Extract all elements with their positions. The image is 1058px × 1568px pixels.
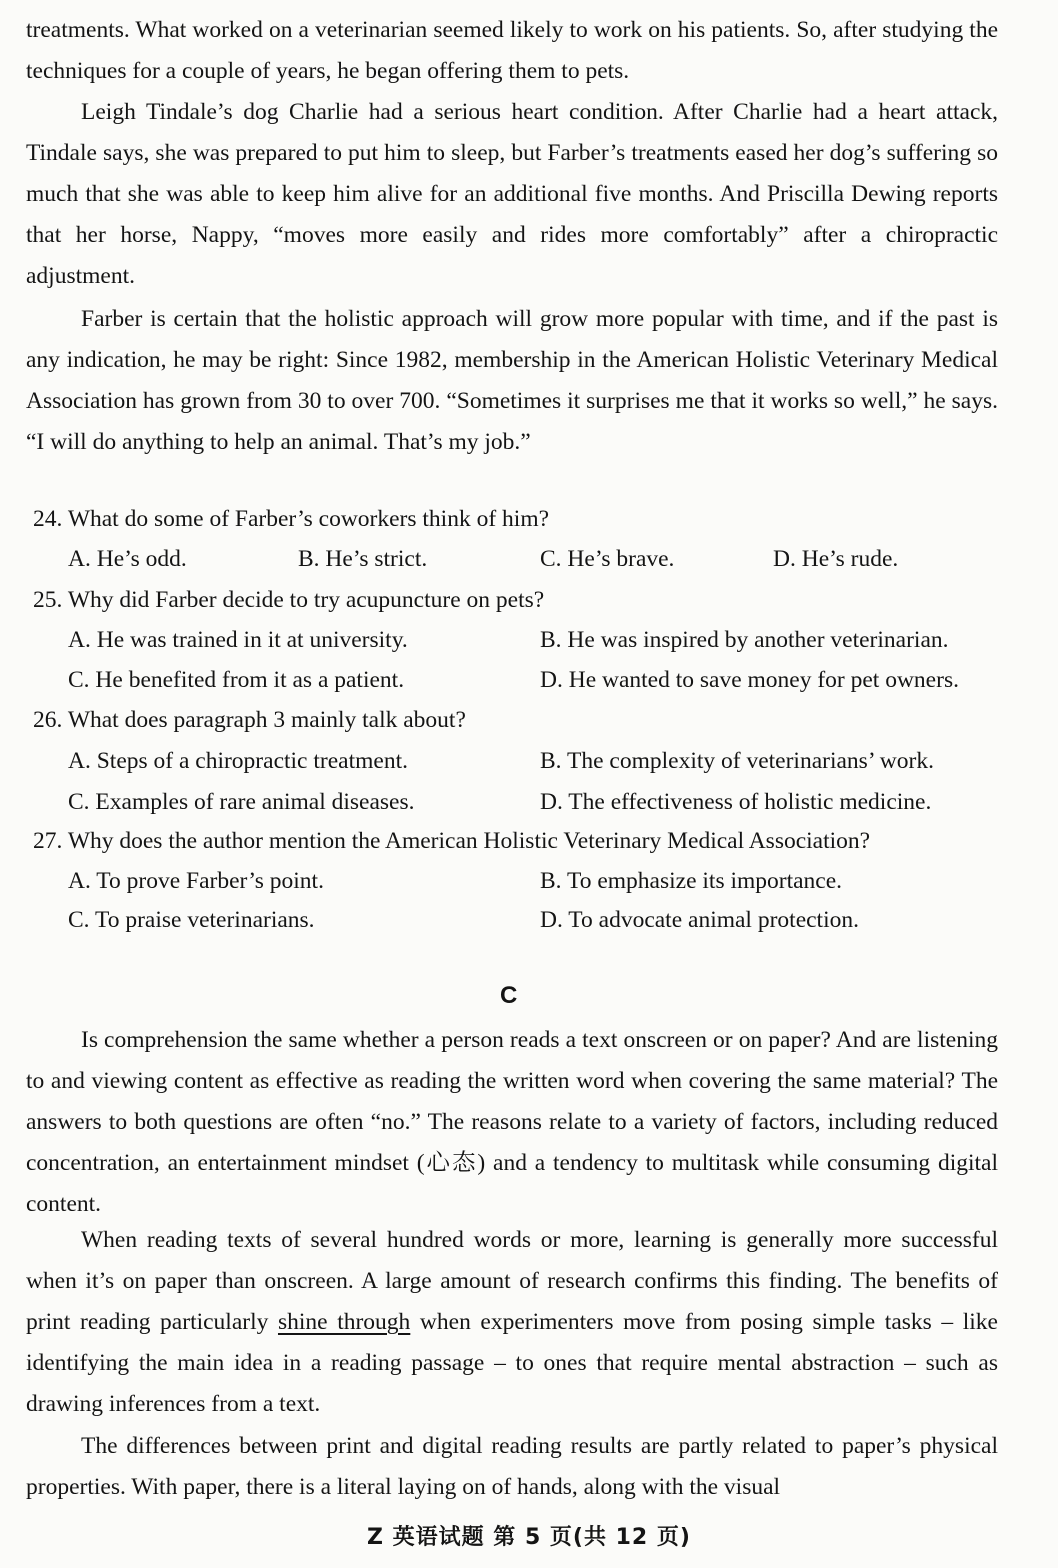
question-25-option-b: B. He was inspired by another veterinarian. [540, 627, 949, 653]
passage-b-paragraph-continued: treatments. What worked on a veterinarian seemed likely to work on his patients. So, after studying the techniques for a couple of years, he began offering them to pets. [26, 17, 998, 84]
passage-b-paragraph-farber: Farber is certain that the holistic approach will grow more popular with time, and if the past is any indication, he may be right: Since 1982, membership in the American Holistic Veterinary Medical Association has grown from 30 to over 700. “Sometimes it surprises me that it works so well,” he says. “I will do anything to help an animal. That’s my job.” [26, 306, 998, 455]
passage-c-paragraph-3: The differences between print and digital reading results are partly related to paper’s physical properties. With paper, there is a literal laying on of hands, along with the visual [26, 1433, 998, 1500]
question-27-option-a: A. To prove Farber’s point. [68, 868, 324, 894]
question-24-option-a: A. He’s odd. [68, 546, 187, 572]
passage-c-paragraph-2-text-before: When reading texts of several hundred words or more, learning is generally more successful when it’s on paper than onscreen. A large amount of research confirms this finding. The benefits of print reading particularly [26, 1227, 998, 1335]
question-24-stem: 24. What do some of Farber’s coworkers think of him? [33, 506, 550, 532]
question-25-stem: 25. Why did Farber decide to try acupuncture on pets? [33, 587, 545, 613]
question-27-option-b: B. To emphasize its importance. [540, 868, 843, 894]
question-24-option-d: D. He’s rude. [773, 546, 899, 572]
passage-c-paragraph-2-text-after: when experimenters move from posing simple tasks – like identifying the main idea in a reading passage – to ones that require mental abstraction – such as drawing inferences from a text. [26, 1309, 998, 1417]
question-27-stem: 27. Why does the author mention the American Holistic Veterinary Medical Association? [33, 828, 871, 854]
passage-b-paragraph-charlie: Leigh Tindale’s dog Charlie had a serious heart condition. After Charlie had a heart attack, Tindale says, she was prepared to put him to sleep, but Farber’s treatments eased her dog’s suffering so much that she was able to keep him alive for an additional five months. And Priscilla Dewing reports that her horse, Nappy, “moves more easily and rides more comfortably” after a chiropractic adjustment. [26, 99, 998, 289]
question-26-option-c: C. Examples of rare animal diseases. [68, 789, 415, 815]
passage-c-paragraph-2 [26, 1220, 998, 1425]
question-24-option-b: B. He’s strict. [298, 546, 428, 572]
question-25-option-d: D. He wanted to save money for pet owners. [540, 667, 959, 693]
question-26-stem: 26. What does paragraph 3 mainly talk about? [33, 707, 466, 733]
question-26-option-d: D. The effectiveness of holistic medicine. [540, 789, 932, 815]
passage-c-paragraph-1: Is comprehension the same whether a person reads a text onscreen or on paper? And are listening to and viewing content as effective as reading the written word when covering the same material? The answers to both questions are often “no.” The reasons relate to a variety of factors, including reduced concentration, an entertainment mindset (心态) and a tendency to multitask while consuming digital content. [26, 1027, 998, 1217]
question-24-option-c: C. He’s brave. [540, 546, 675, 572]
question-27-option-c: C. To praise veterinarians. [68, 907, 315, 933]
question-27-option-d: D. To advocate animal protection. [540, 907, 859, 933]
question-26-option-a: A. Steps of a chiropractic treatment. [68, 748, 408, 774]
question-25-option-a: A. He was trained in it at university. [68, 627, 408, 653]
question-25-option-c: C. He benefited from it as a patient. [68, 667, 405, 693]
page-footer: Z 英语试题 第 5 页(共 12 页) [367, 1525, 691, 1550]
section-c-heading: C [500, 982, 518, 1009]
question-26-option-b: B. The complexity of veterinarians’ work. [540, 748, 934, 774]
underlined-phrase: shine through [277, 1309, 411, 1335]
